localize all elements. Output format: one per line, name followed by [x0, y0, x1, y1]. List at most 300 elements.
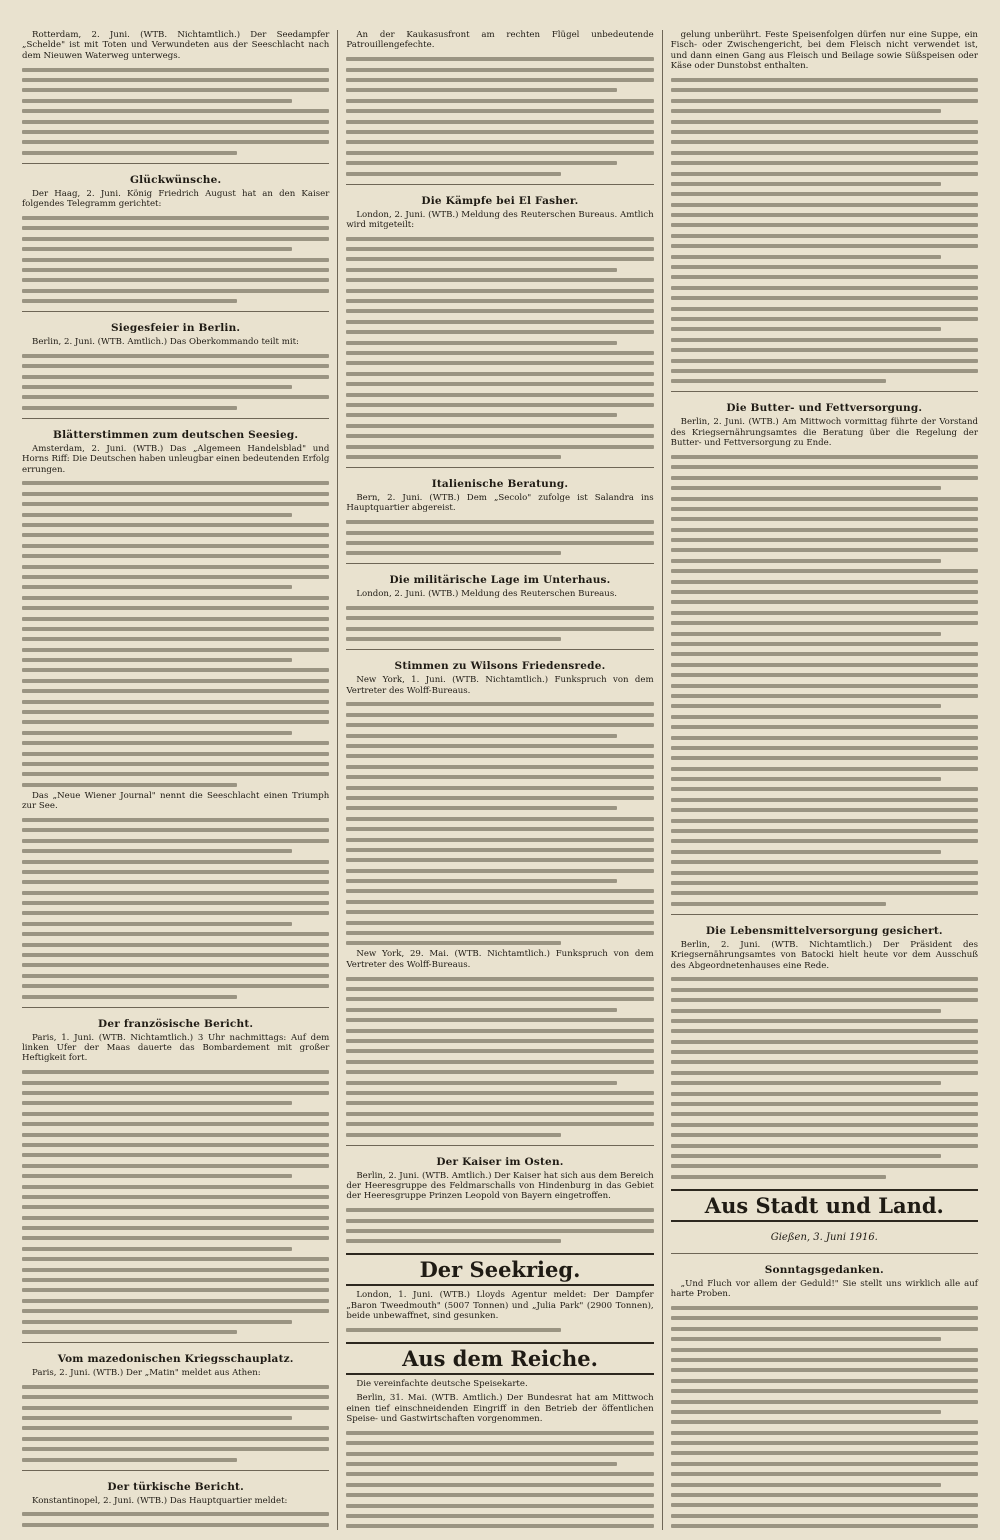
- text-line: [671, 1092, 978, 1096]
- divider: [22, 1007, 329, 1008]
- text-lines-placeholder: [22, 1070, 329, 1334]
- divider: [346, 467, 653, 468]
- divider: [346, 649, 653, 650]
- text-line: [22, 533, 329, 537]
- text-line: [671, 767, 978, 771]
- text-line: [671, 1514, 978, 1518]
- article: [22, 1347, 329, 1462]
- text-line: [22, 1112, 329, 1116]
- text-line: [22, 1174, 292, 1178]
- text-line: [22, 689, 329, 693]
- text-line: [22, 1226, 329, 1230]
- text-line: [671, 379, 886, 383]
- text-line: [346, 1133, 561, 1137]
- text-line: [346, 341, 616, 345]
- text-line: [671, 1112, 978, 1116]
- text-line: [22, 880, 329, 884]
- text-line: [671, 1019, 978, 1023]
- text-line: [22, 637, 329, 641]
- text-line: [671, 798, 978, 802]
- text-line: [346, 1112, 653, 1116]
- text-line: [346, 1122, 653, 1126]
- divider: [671, 914, 978, 915]
- text-line: [346, 109, 653, 113]
- article: [346, 472, 653, 555]
- article: [346, 949, 653, 1136]
- text-lines-placeholder: [22, 818, 329, 999]
- article-text: Berlin, 2. Juni. (WTB.) Am Mittwoch vormittag führte der Vorstand des Kriegsernährungsamtes die Beratung über die Regelung der Butter- und Fettversorgung zu Ende.: [670, 417, 978, 449]
- article-text: Das „Neue Wiener Journal" nennt die Seeschlacht einen Triumph zur See.: [22, 790, 330, 812]
- article: [346, 1336, 653, 1389]
- article: [346, 568, 653, 641]
- text-line: [671, 881, 978, 885]
- text-line: [346, 1504, 653, 1508]
- text-line: [346, 278, 653, 282]
- article-text: Berlin, 31. Mai. (WTB. Amtlich.) Der Bundesrat hat am Mittwoch einen tief einschneidenden Eingriff in den Betrieb der öffentlichen Speise- und Gastwirtschaften vorgenommen.: [346, 1393, 654, 1425]
- text-line: [22, 679, 329, 683]
- text-line: [346, 130, 653, 134]
- text-line: [671, 161, 978, 165]
- text-line: [671, 580, 978, 584]
- text-line: [22, 395, 329, 399]
- article-text: Amsterdam, 2. Juni. (WTB.) Das „Algemeen Handelsblad" und Horns Riff: Die Deutschen haben unleugbar einen bedeutenden Erfolg errungen.: [22, 443, 330, 475]
- text-line: [22, 299, 237, 303]
- text-line: [22, 575, 329, 579]
- divider: [22, 1470, 329, 1471]
- text-line: [22, 406, 237, 410]
- text-line: [671, 673, 978, 677]
- text-line: [346, 1441, 653, 1445]
- text-line: [22, 1216, 329, 1220]
- text-line: [346, 786, 653, 790]
- text-line: [22, 554, 329, 558]
- article: [671, 1230, 978, 1245]
- text-line: [22, 151, 237, 155]
- text-line: [671, 455, 978, 459]
- text-line: [671, 497, 978, 501]
- text-line: [671, 902, 886, 906]
- text-line: [671, 819, 978, 823]
- text-line: [22, 752, 329, 756]
- text-line: [346, 309, 653, 313]
- text-line: [671, 1462, 978, 1466]
- text-line: [671, 715, 978, 719]
- text-line: [22, 710, 329, 714]
- text-line: [346, 1514, 653, 1518]
- text-line: [346, 99, 653, 103]
- text-line: [671, 1431, 978, 1435]
- text-line: [671, 1029, 978, 1033]
- text-line: [671, 736, 978, 740]
- text-line: [671, 548, 978, 552]
- text-line: [671, 1472, 978, 1476]
- text-line: [671, 172, 978, 176]
- text-line: [346, 713, 653, 717]
- text-line: [671, 507, 978, 511]
- text-line: [346, 299, 653, 303]
- text-line: [346, 627, 653, 631]
- text-line: [22, 1195, 329, 1199]
- text-line: [346, 57, 653, 61]
- text-line: [22, 1299, 329, 1303]
- text-line: [22, 385, 292, 389]
- text-line: [671, 307, 978, 311]
- text-line: [22, 1185, 329, 1189]
- text-line: [346, 889, 653, 893]
- text-line: [346, 1101, 653, 1105]
- text-line: [346, 1328, 561, 1332]
- text-line: [22, 668, 329, 672]
- column-right: [662, 30, 986, 1530]
- article-heading: Italienische Beratung.: [431, 477, 569, 490]
- text-line: [22, 354, 329, 358]
- text-line: [671, 694, 978, 698]
- text-line: [671, 1524, 978, 1528]
- text-line: [22, 1143, 329, 1147]
- text-line: [671, 988, 978, 992]
- text-line: [346, 848, 653, 852]
- text-line: [671, 1164, 978, 1168]
- text-line: [346, 997, 653, 1001]
- text-line: [346, 1452, 653, 1456]
- text-line: [671, 871, 978, 875]
- article-heading: Stimmen zu Wilsons Friedensrede.: [394, 660, 606, 673]
- text-line: [671, 787, 978, 791]
- divider: [22, 311, 329, 312]
- text-line: [346, 434, 653, 438]
- text-line: [346, 1493, 653, 1497]
- text-lines-placeholder: [671, 977, 978, 1178]
- text-line: [22, 492, 329, 496]
- text-line: [22, 1395, 329, 1399]
- text-line: [671, 192, 978, 196]
- text-line: [671, 1123, 978, 1127]
- text-line: [671, 476, 978, 480]
- text-line: [671, 120, 978, 124]
- text-line: [22, 772, 329, 776]
- text-line: [346, 977, 653, 981]
- text-line: [671, 88, 978, 92]
- text-line: [22, 1309, 329, 1313]
- article: [671, 396, 978, 905]
- text-line: [22, 648, 329, 652]
- article-text: Der Haag, 2. Juni. König Friedrich August hat an den Kaiser folgendes Telegramm gerichtet:: [22, 188, 330, 210]
- text-line: [671, 1420, 978, 1424]
- divider: [346, 563, 653, 564]
- text-line: [346, 382, 653, 386]
- text-line: [671, 621, 978, 625]
- article-text: „Und Fluch vor allem der Geduld!" Sie stellt uns wirklich alle auf harte Proben.: [670, 1278, 978, 1300]
- text-line: [22, 120, 329, 124]
- text-line: [671, 860, 978, 864]
- text-lines-placeholder: [22, 1512, 329, 1530]
- article-text: Bern, 2. Juni. (WTB.) Dem „Secolo" zufolge ist Salandra ins Hauptquartier abgereist.: [346, 492, 654, 514]
- text-line: [671, 1060, 978, 1064]
- divider: [346, 1145, 653, 1146]
- text-line: [346, 702, 653, 706]
- text-line: [22, 109, 329, 113]
- text-line: [22, 1447, 329, 1451]
- text-line: [346, 151, 653, 155]
- text-lines-placeholder: [671, 78, 978, 383]
- text-line: [671, 850, 941, 854]
- text-line: [346, 1219, 653, 1223]
- text-line: [22, 1101, 292, 1105]
- text-line: [671, 1133, 978, 1137]
- text-line: [346, 765, 653, 769]
- text-line: [671, 317, 978, 321]
- text-line: [346, 531, 653, 535]
- divider: [22, 1342, 329, 1343]
- text-line: [346, 268, 616, 272]
- text-line: [671, 998, 978, 1002]
- text-line: [346, 120, 653, 124]
- text-line: [22, 891, 329, 895]
- text-line: [671, 1154, 941, 1158]
- text-line: [671, 1348, 978, 1352]
- article: [22, 1475, 329, 1531]
- text-line: [22, 78, 329, 82]
- text-line: [671, 1337, 941, 1341]
- text-line: [22, 1091, 329, 1095]
- text-lines-placeholder: [22, 68, 329, 155]
- text-line: [346, 455, 561, 459]
- article: [671, 919, 978, 1179]
- text-line: [671, 223, 978, 227]
- text-line: [671, 1102, 978, 1106]
- divider: [22, 163, 329, 164]
- text-line: [671, 590, 978, 594]
- text-line: [22, 1458, 237, 1462]
- text-line: [346, 754, 653, 758]
- text-line: [346, 413, 616, 417]
- article: [346, 1150, 653, 1244]
- article: [346, 654, 653, 945]
- article-heading: Die Butter- und Fettversorgung.: [726, 402, 923, 415]
- text-line: [346, 869, 653, 873]
- text-line: [671, 1368, 978, 1372]
- text-line: [22, 617, 329, 621]
- text-line: [22, 585, 292, 589]
- text-line: [346, 775, 653, 779]
- text-line: [671, 1379, 978, 1383]
- text-line: [346, 393, 653, 397]
- text-line: [671, 777, 941, 781]
- text-line: [671, 140, 978, 144]
- text-line: [671, 1050, 978, 1054]
- text-line: [346, 1029, 653, 1033]
- text-line: [671, 756, 978, 760]
- text-line: [671, 99, 978, 103]
- text-lines-placeholder: [346, 237, 653, 459]
- article: [346, 189, 653, 459]
- text-line: [22, 481, 329, 485]
- text-line: [346, 1081, 616, 1085]
- text-line: [671, 663, 978, 667]
- text-line: [22, 544, 329, 548]
- text-line: [671, 652, 978, 656]
- text-line: [346, 1091, 653, 1095]
- text-line: [671, 255, 941, 259]
- text-line: [671, 829, 978, 833]
- article-text: London, 1. Juni. (WTB.) Lloyds Agentur meldet: Der Dampfer „Baron Tweedmouth" (5007 Tonnen) und „Julia Park" (2900 Tonnen), beide unbewaffnet, sind gesunken.: [346, 1290, 654, 1322]
- text-line: [22, 140, 329, 144]
- text-line: [671, 600, 978, 604]
- text-line: [671, 151, 978, 155]
- text-line: [346, 1060, 653, 1064]
- text-line: [22, 828, 329, 832]
- article: [22, 168, 329, 303]
- text-line: [22, 731, 292, 735]
- text-line: [671, 704, 941, 708]
- text-line: [671, 611, 978, 615]
- article-text: An der Kaukasusfront am rechten Flügel unbedeutende Patrouillengefechte.: [346, 30, 654, 51]
- text-line: [22, 596, 329, 600]
- text-line: [22, 523, 329, 527]
- text-line: [671, 746, 978, 750]
- text-line: [22, 502, 329, 506]
- text-line: [22, 68, 329, 72]
- text-line: [671, 1451, 978, 1455]
- text-line: [22, 268, 329, 272]
- text-line: [22, 783, 237, 787]
- text-line: [22, 1426, 329, 1430]
- text-line: [671, 109, 941, 113]
- text-line: [22, 278, 329, 282]
- article-heading: Die Lebensmittelversorgung gesichert.: [705, 924, 943, 937]
- article: [22, 423, 329, 787]
- text-lines-placeholder: [346, 520, 653, 555]
- text-line: [346, 637, 561, 641]
- text-line: [22, 839, 329, 843]
- text-line: [346, 838, 653, 842]
- text-line: [671, 1144, 978, 1148]
- text-line: [22, 1278, 329, 1282]
- column-middle: [337, 30, 661, 1530]
- text-line: [22, 627, 329, 631]
- text-line: [671, 130, 978, 134]
- article-heading: Glückwünsche.: [129, 173, 222, 186]
- article-heading: Die militärische Lage im Unterhaus.: [389, 574, 611, 587]
- text-line: [671, 234, 978, 238]
- text-line: [22, 911, 329, 915]
- text-line: [346, 734, 616, 738]
- text-line: [346, 987, 653, 991]
- text-line: [22, 513, 292, 517]
- text-line: [22, 974, 329, 978]
- text-line: [671, 213, 978, 217]
- article-text: Berlin, 2. Juni. (WTB. Amtlich.) Der Kaiser hat sich aus dem Bereich der Heeresgruppe des Feldmarschalls von Hindenburg in das Gebiet der Heeresgruppe Prinzen Leopold von Bayern eingetroffen.: [346, 1170, 654, 1202]
- text-line: [671, 244, 978, 248]
- text-line: [671, 1400, 978, 1404]
- text-lines-placeholder: [346, 1431, 653, 1530]
- text-line: [346, 78, 653, 82]
- text-line: [22, 1133, 329, 1137]
- text-line: [22, 818, 329, 822]
- text-line: [22, 88, 329, 92]
- text-line: [671, 1441, 978, 1445]
- text-line: [346, 330, 653, 334]
- divider: [671, 391, 978, 392]
- text-line: [671, 1316, 978, 1320]
- text-line: [22, 1512, 329, 1516]
- text-line: [22, 741, 329, 745]
- text-line: [22, 565, 329, 569]
- article-text: Paris, 2. Juni. (WTB.) Der „Matin" meldet aus Athen:: [32, 1367, 261, 1378]
- text-line: [346, 616, 653, 620]
- columns: [14, 30, 986, 1530]
- text-line: [22, 1153, 329, 1157]
- text-lines-placeholder: [22, 1385, 329, 1462]
- text-line: [22, 1385, 329, 1389]
- article-text: London, 2. Juni. (WTB.) Meldung des Reuterschen Bureaus.: [356, 589, 617, 600]
- article: [346, 1393, 653, 1530]
- text-line: [671, 486, 941, 490]
- text-lines-placeholder: [346, 1328, 653, 1332]
- text-line: [22, 1247, 292, 1251]
- article-text: Konstantinopel, 2. Juni. (WTB.) Das Hauptquartier meldet:: [32, 1495, 288, 1506]
- text-line: [346, 1070, 653, 1074]
- text-line: [346, 1208, 653, 1212]
- text-line: [346, 858, 653, 862]
- text-line: [22, 1236, 329, 1240]
- text-line: [671, 203, 978, 207]
- article-heading: Der französische Bericht.: [98, 1017, 254, 1030]
- article-text: Paris, 1. Juni. (WTB. Nichtamtlich.) 3 Uhr nachmittags: Auf dem linken Ufer der Maas dauerte das Bombardement mit großer Heftigkeit fort.: [22, 1032, 330, 1064]
- text-line: [671, 1071, 978, 1075]
- article-text: London, 2. Juni. (WTB.) Meldung des Reuterschen Bureaus. Amtlich wird mitgeteilt:: [346, 209, 654, 230]
- text-line: [671, 359, 978, 363]
- text-lines-placeholder: [346, 702, 653, 945]
- text-line: [22, 953, 329, 957]
- text-line: [671, 1306, 978, 1310]
- text-line: [671, 182, 941, 186]
- text-lines-placeholder: [346, 1208, 653, 1243]
- text-line: [671, 1175, 886, 1179]
- text-line: [671, 338, 978, 342]
- article-heading: Blätterstimmen zum deutschen Seesieg.: [53, 428, 299, 441]
- text-line: [22, 922, 292, 926]
- text-line: [346, 351, 653, 355]
- column-left: [14, 30, 337, 1530]
- text-line: [346, 723, 653, 727]
- text-line: [346, 372, 653, 376]
- text-line: [346, 88, 616, 92]
- text-line: [22, 1523, 329, 1527]
- section-heading: Aus dem Reiche.: [346, 1342, 653, 1375]
- text-line: [346, 68, 653, 72]
- text-line: [22, 375, 329, 379]
- text-line: [346, 744, 653, 748]
- text-lines-placeholder: [671, 1306, 978, 1530]
- text-lines-placeholder: [22, 481, 329, 786]
- text-line: [346, 606, 653, 610]
- text-line: [346, 1049, 653, 1053]
- text-line: [346, 827, 653, 831]
- text-line: [22, 762, 329, 766]
- text-line: [346, 910, 653, 914]
- article: [671, 30, 978, 383]
- text-line: [22, 1205, 329, 1209]
- text-line: [22, 1257, 329, 1261]
- divider: [22, 418, 329, 419]
- text-line: [22, 237, 329, 241]
- text-line: [346, 817, 653, 821]
- text-line: [671, 725, 978, 729]
- text-line: [346, 237, 653, 241]
- text-line: [346, 445, 653, 449]
- text-line: [671, 839, 978, 843]
